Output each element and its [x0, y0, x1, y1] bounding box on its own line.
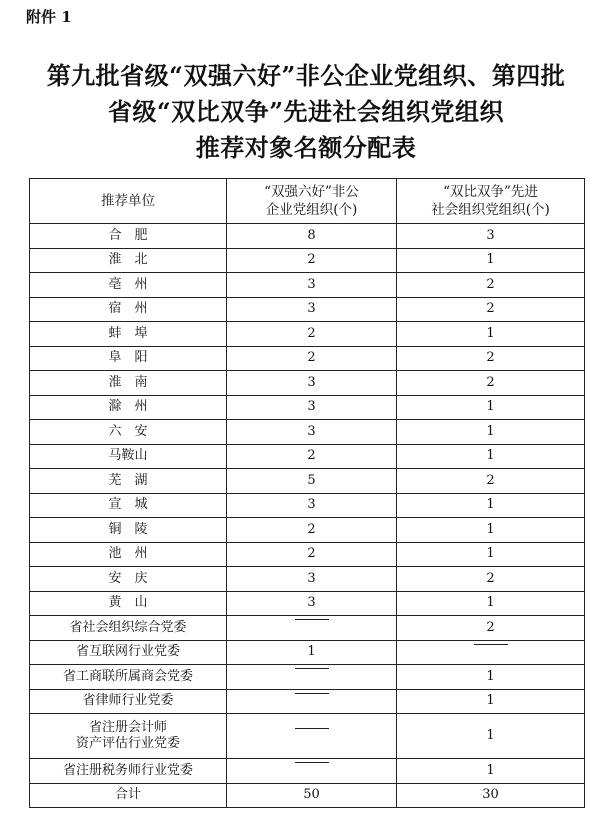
social-count-cell: 1	[397, 444, 585, 469]
header-social-organization: “双比双争”先进 社会组织党组织(个)	[397, 179, 585, 224]
table-row	[30, 567, 585, 592]
table-row	[30, 224, 585, 249]
table-row	[30, 591, 585, 616]
unit-cell: 池 州	[30, 542, 227, 567]
unit-cell: 省注册会计师 资产评估行业党委	[30, 714, 227, 759]
title-line-1: 第九批省级“双强六好”非公企业党组织、第四批	[46, 61, 566, 90]
unit-cell: 省律师行业党委	[30, 689, 227, 714]
social-count-cell: 1	[397, 759, 585, 784]
table-row	[30, 689, 585, 714]
unit-cell: 六 安	[30, 420, 227, 445]
unit-cell: 蚌 埠	[30, 322, 227, 347]
social-count-cell: 2	[397, 346, 585, 371]
unit-cell: 阜 阳	[30, 346, 227, 371]
social-count-cell: 1	[397, 248, 585, 273]
table-row	[30, 297, 585, 322]
nonpublic-count-cell: 2	[227, 346, 397, 371]
table-row	[30, 346, 585, 371]
social-count-cell: 2	[397, 273, 585, 298]
unit-cell: 宣 城	[30, 493, 227, 518]
unit-cell: 宿 州	[30, 297, 227, 322]
nonpublic-count-cell: 2	[227, 322, 397, 347]
social-count-cell: 2	[397, 567, 585, 592]
unit-cell: 铜 陵	[30, 518, 227, 543]
nonpublic-count-cell: 3	[227, 567, 397, 592]
nonpublic-count-cell: 2	[227, 542, 397, 567]
nonpublic-count-cell: 5	[227, 469, 397, 494]
nonpublic-count-cell	[227, 665, 397, 690]
table-row	[30, 518, 585, 543]
unit-cell: 芜 湖	[30, 469, 227, 494]
unit-cell: 合计	[30, 783, 227, 808]
nonpublic-count-cell: 2	[227, 444, 397, 469]
table-row	[30, 542, 585, 567]
social-count-cell: 1	[397, 322, 585, 347]
header-unit: 推荐单位	[30, 179, 227, 224]
unit-cell: 黄 山	[30, 591, 227, 616]
unit-cell: 省社会组织综合党委	[30, 616, 227, 641]
unit-cell: 省工商联所属商会党委	[30, 665, 227, 690]
empty-dash	[295, 619, 329, 636]
social-count-cell: 30	[397, 783, 585, 808]
table-row	[30, 371, 585, 396]
attachment-label: 附件 1	[26, 8, 72, 26]
table-row	[30, 248, 585, 273]
quota-table	[29, 178, 585, 808]
social-count-cell: 1	[397, 689, 585, 714]
unit-cell: 淮 南	[30, 371, 227, 396]
social-count-cell: 2	[397, 371, 585, 396]
table-row	[30, 420, 585, 445]
unit-cell: 滁 州	[30, 395, 227, 420]
empty-dash	[295, 693, 329, 710]
table-row	[30, 714, 585, 759]
empty-dash	[295, 728, 329, 745]
empty-dash	[295, 762, 329, 779]
table-row	[30, 493, 585, 518]
nonpublic-count-cell	[227, 714, 397, 759]
table-row	[30, 616, 585, 641]
table-row	[30, 640, 585, 665]
social-count-cell: 1	[397, 518, 585, 543]
empty-dash	[474, 644, 508, 661]
table-row	[30, 665, 585, 690]
nonpublic-count-cell: 3	[227, 273, 397, 298]
nonpublic-count-cell: 3	[227, 420, 397, 445]
table-row	[30, 759, 585, 784]
social-count-cell: 1	[397, 714, 585, 759]
table-body	[30, 224, 585, 808]
nonpublic-count-cell: 3	[227, 493, 397, 518]
nonpublic-count-cell: 2	[227, 518, 397, 543]
header-nonpublic-enterprise: “双强六好”非公 企业党组织(个)	[227, 179, 397, 224]
nonpublic-count-cell: 3	[227, 591, 397, 616]
social-count-cell: 1	[397, 395, 585, 420]
table-row	[30, 444, 585, 469]
nonpublic-count-cell	[227, 616, 397, 641]
social-count-cell	[397, 640, 585, 665]
nonpublic-count-cell: 2	[227, 248, 397, 273]
unit-cell: 安 庆	[30, 567, 227, 592]
social-count-cell: 1	[397, 420, 585, 445]
unit-cell: 合 肥	[30, 224, 227, 249]
table-row	[30, 469, 585, 494]
social-count-cell: 3	[397, 224, 585, 249]
nonpublic-count-cell: 3	[227, 395, 397, 420]
unit-cell: 马鞍山	[30, 444, 227, 469]
page-title	[0, 58, 612, 166]
nonpublic-count-cell	[227, 689, 397, 714]
title-line-2: 省级“双比双争”先进社会组织党组织	[107, 97, 505, 126]
nonpublic-count-cell: 50	[227, 783, 397, 808]
unit-cell: 亳 州	[30, 273, 227, 298]
nonpublic-count-cell	[227, 759, 397, 784]
unit-cell: 省注册税务师行业党委	[30, 759, 227, 784]
social-count-cell: 1	[397, 591, 585, 616]
social-count-cell: 1	[397, 665, 585, 690]
unit-cell: 淮 北	[30, 248, 227, 273]
social-count-cell: 1	[397, 493, 585, 518]
title-line-3: 推荐对象名额分配表	[195, 133, 417, 162]
unit-cell: 省互联网行业党委	[30, 640, 227, 665]
social-count-cell: 2	[397, 297, 585, 322]
nonpublic-count-cell: 1	[227, 640, 397, 665]
nonpublic-count-cell: 3	[227, 297, 397, 322]
social-count-cell: 1	[397, 542, 585, 567]
table-header-row	[30, 179, 585, 224]
nonpublic-count-cell: 3	[227, 371, 397, 396]
empty-dash	[295, 668, 329, 685]
total-row	[30, 783, 585, 808]
social-count-cell: 2	[397, 469, 585, 494]
table-row	[30, 273, 585, 298]
table-row	[30, 322, 585, 347]
nonpublic-count-cell: 8	[227, 224, 397, 249]
social-count-cell: 2	[397, 616, 585, 641]
table-row	[30, 395, 585, 420]
